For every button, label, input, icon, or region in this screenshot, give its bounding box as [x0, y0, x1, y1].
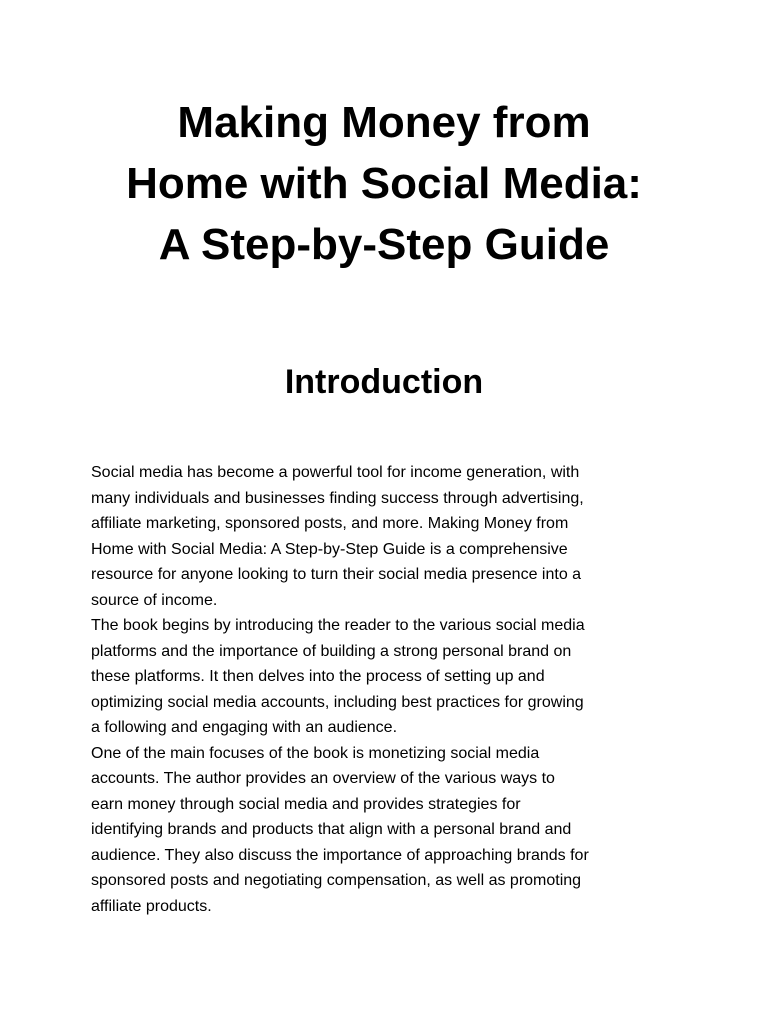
body-line: earn money through social media and provides strategies for: [91, 795, 521, 813]
body-line: accounts. The author provides an overview of the various ways to: [91, 770, 555, 787]
document-title: [40, 92, 728, 275]
body-line: audience. They also discuss the importance of approaching brands for: [91, 846, 589, 864]
body-line: One of the main focuses of the book is monetizing social media: [91, 744, 540, 762]
body-line: identifying brands and products that align with a personal brand and: [91, 821, 572, 838]
section-heading-introduction: Introduction: [284, 363, 484, 401]
body-line: sponsored posts and negotiating compensation, as well as promoting: [91, 872, 582, 889]
body-line: optimizing social media accounts, including best practices for growing: [91, 693, 584, 711]
title-line: Making Money from: [177, 98, 591, 147]
body-line: these platforms. It then delves into the process of setting up and: [91, 668, 545, 685]
title-line: Home with Social Media:: [126, 159, 642, 208]
title-line: A Step-by-Step Guide: [158, 220, 610, 269]
body-line: Social media has become a powerful tool for income generation, with: [91, 464, 580, 481]
body-line: many individuals and businesses finding success through advertising,: [91, 489, 584, 507]
body-line: resource for anyone looking to turn their social media presence into a: [91, 566, 582, 583]
body-line: a following and engaging with an audience.: [91, 719, 398, 736]
body-line: source of income.: [91, 591, 218, 609]
body-line: affiliate marketing, sponsored posts, and more. Making Money from: [91, 515, 569, 532]
body-line: The book begins by introducing the reader to the various social media: [91, 617, 585, 634]
body-line: platforms and the importance of building a strong personal brand on: [91, 642, 572, 660]
body-line: Home with Social Media: A Step-by-Step Guide is a comprehensive: [91, 540, 568, 558]
introduction-body: [91, 460, 711, 919]
body-line: affiliate products.: [91, 897, 212, 915]
